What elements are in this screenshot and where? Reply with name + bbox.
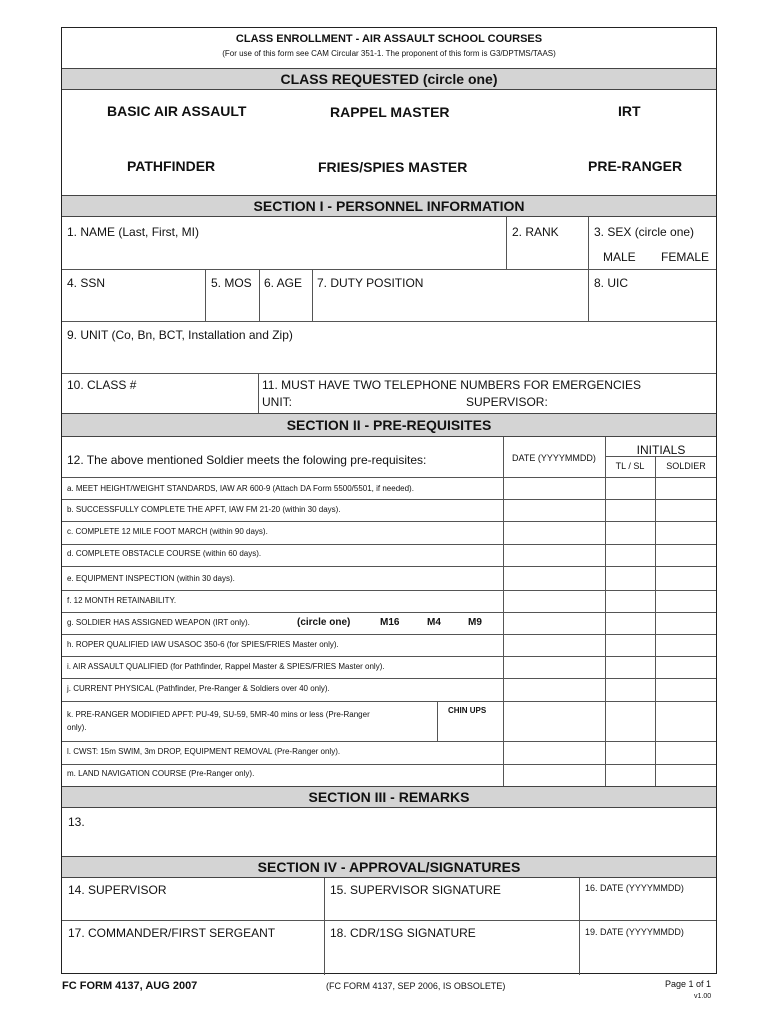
form-title: CLASS ENROLLMENT - AIR ASSAULT SCHOOL COURSES: [235, 33, 543, 45]
prereq-item-i: i. AIR ASSAULT QUALIFIED (for Pathfinder, Rappel Master & SPIES/FRIES Master only).: [67, 662, 385, 671]
commander-field[interactable]: 17. COMMANDER/FIRST SERGEANT: [68, 926, 276, 940]
prereq-item-a: a. MEET HEIGHT/WEIGHT STANDARDS, IAW AR 600-9 (Attach DA Form 5500/5501, if needed).: [67, 484, 414, 493]
emergency-phones-label: 11. MUST HAVE TWO TELEPHONE NUMBERS FOR EMERGENCIES: [262, 378, 641, 392]
unit-field[interactable]: 9. UNIT (Co, Bn, BCT, Installation and Zip): [67, 328, 293, 342]
prereq-item-f: f. 12 MONTH RETAINABILITY.: [67, 596, 177, 605]
duty-position-field[interactable]: 7. DUTY POSITION: [317, 276, 424, 290]
supervisor-signature-field[interactable]: 15. SUPERVISOR SIGNATURE: [330, 883, 501, 897]
prereq-item-k-cont: only).: [67, 723, 87, 732]
option-fries-spies-master[interactable]: FRIES/SPIES MASTER: [318, 159, 468, 175]
commander-date-field[interactable]: 19. DATE (YYYYMMDD): [585, 927, 684, 937]
prereq-item-c: c. COMPLETE 12 MILE FOOT MARCH (within 90 days).: [67, 527, 268, 536]
prereq-item-g: g. SOLDIER HAS ASSIGNED WEAPON (IRT only).: [67, 618, 250, 627]
prereq-item-d: d. COMPLETE OBSTACLE COURSE (within 60 days).: [67, 549, 262, 558]
soldier-header: SOLDIER: [666, 461, 706, 471]
sex-male-option[interactable]: MALE: [603, 250, 636, 264]
section2-heading: SECTION II - PRE-REQUISITES: [62, 413, 716, 437]
option-irt[interactable]: IRT: [618, 103, 641, 119]
supervisor-field[interactable]: 14. SUPERVISOR: [68, 883, 167, 897]
prereq-item-m: m. LAND NAVIGATION COURSE (Pre-Ranger only).: [67, 769, 255, 778]
class-number-field[interactable]: 10. CLASS #: [67, 378, 137, 392]
weapon-m9-option[interactable]: M9: [468, 617, 482, 628]
commander-signature-field[interactable]: 18. CDR/1SG SIGNATURE: [330, 926, 476, 940]
form-version: v1.00: [694, 993, 712, 1000]
prereq-intro: 12. The above mentioned Soldier meets the folowing pre-requisites:: [67, 453, 427, 467]
form-subtitle: (For use of this form see CAM Circular 351-1. The proponent of this form is G3/DPTMS/TAAS): [222, 49, 556, 58]
enrollment-form: [61, 27, 717, 974]
age-field[interactable]: 6. AGE: [264, 276, 303, 290]
prereq-item-e: e. EQUIPMENT INSPECTION (within 30 days).: [67, 574, 235, 583]
section1-heading: SECTION I - PERSONNEL INFORMATION: [62, 195, 716, 217]
mos-field[interactable]: 5. MOS: [211, 276, 252, 290]
class-requested-heading: CLASS REQUESTED (circle one): [62, 68, 716, 90]
prereq-item-h: h. ROPER QUALIFIED IAW USASOC 350-6 (for SPIES/FRIES Master only).: [67, 640, 339, 649]
uic-field[interactable]: 8. UIC: [594, 276, 629, 290]
prereq-item-k: k. PRE-RANGER MODIFIED APFT: PU-49, SU-59, 5MR-40 mins or less (Pre-Ranger: [67, 710, 370, 719]
option-basic-air-assault[interactable]: BASIC AIR ASSAULT: [107, 103, 247, 119]
obsolete-note: (FC FORM 4137, SEP 2006, IS OBSOLETE): [326, 981, 506, 991]
section3-heading: SECTION III - REMARKS: [62, 786, 716, 808]
weapon-m4-option[interactable]: M4: [427, 617, 441, 628]
weapon-m16-option[interactable]: M16: [380, 617, 400, 628]
form-id: FC FORM 4137, AUG 2007: [62, 980, 198, 992]
remarks-field[interactable]: 13.: [68, 815, 85, 829]
supervisor-date-field[interactable]: 16. DATE (YYYYMMDD): [585, 883, 684, 893]
page-number: Page 1 of 1: [665, 979, 712, 989]
initials-header: INITIALS: [636, 443, 686, 457]
prereq-item-b: b. SUCCESSFULLY COMPLETE THE APFT, IAW FM 21-20 (within 30 days).: [67, 505, 341, 514]
rank-field[interactable]: 2. RANK: [512, 225, 559, 239]
chin-ups-label: CHIN UPS: [448, 706, 487, 715]
prereq-item-j: j. CURRENT PHYSICAL (Pathfinder, Pre-Ranger & Soldiers over 40 only).: [67, 684, 330, 693]
option-pre-ranger[interactable]: PRE-RANGER: [588, 158, 683, 174]
name-field[interactable]: 1. NAME (Last, First, MI): [67, 225, 200, 239]
phone-supervisor-field[interactable]: SUPERVISOR:: [466, 395, 548, 409]
date-column-header: DATE (YYYYMMDD): [512, 453, 596, 463]
ssn-field[interactable]: 4. SSN: [67, 276, 106, 290]
sex-female-option[interactable]: FEMALE: [661, 250, 710, 264]
weapon-circle-label: (circle one): [297, 617, 351, 628]
option-pathfinder[interactable]: PATHFINDER: [127, 158, 216, 174]
phone-unit-field[interactable]: UNIT:: [262, 395, 292, 409]
prereq-item-l: l. CWST: 15m SWIM, 3m DROP, EQUIPMENT REMOVAL (Pre-Ranger only).: [67, 747, 341, 756]
tl-sl-header: TL / SL: [615, 461, 645, 471]
sex-field: 3. SEX (circle one): [594, 225, 695, 239]
option-rappel-master[interactable]: RAPPEL MASTER: [330, 104, 450, 120]
section4-heading: SECTION IV - APPROVAL/SIGNATURES: [62, 856, 716, 878]
